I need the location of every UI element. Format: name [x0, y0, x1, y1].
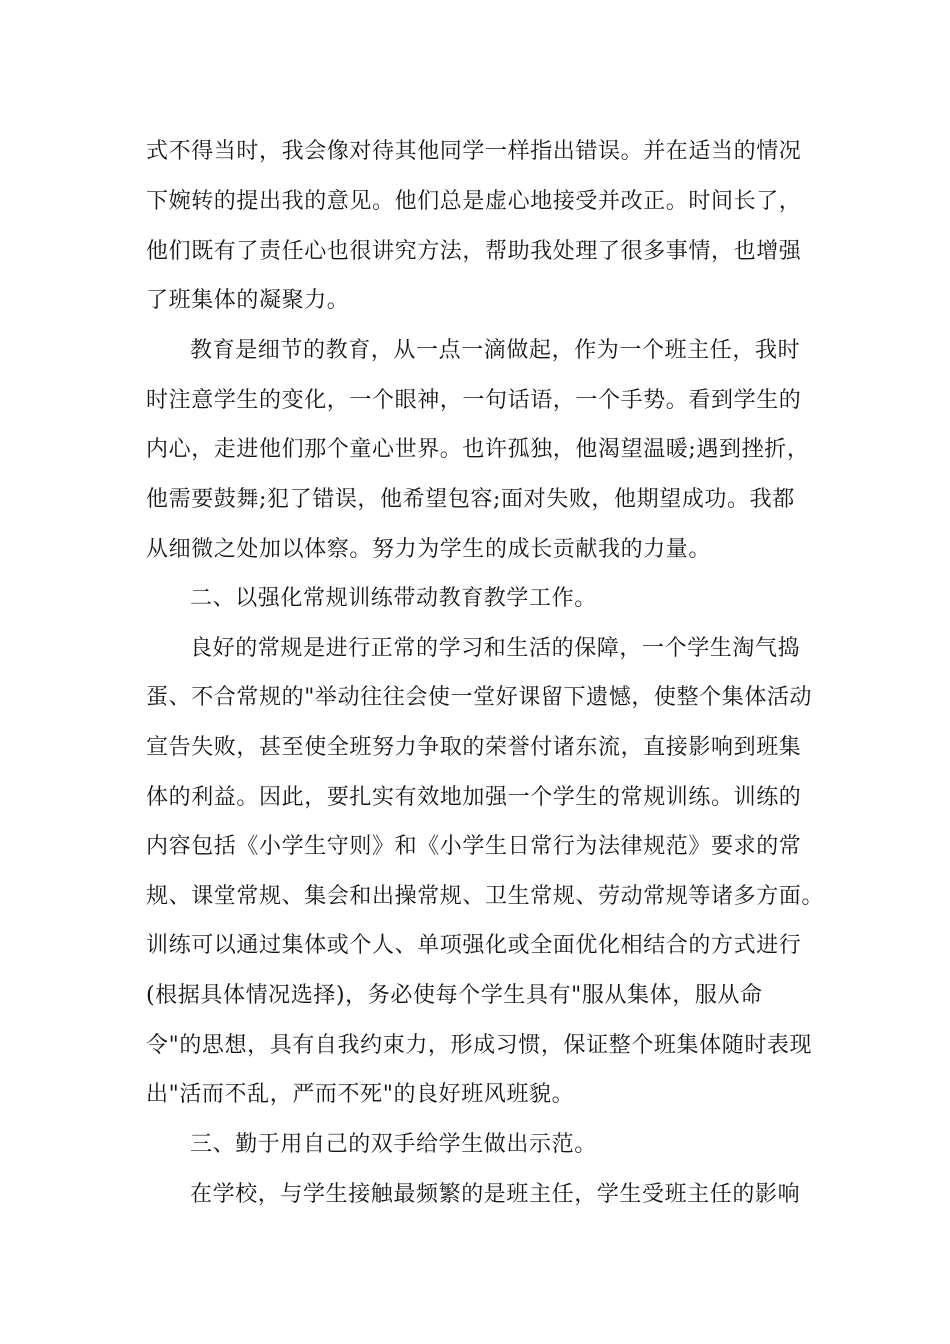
text-line: 他需要鼓舞;犯了错误，他希望包容;面对失败，他期望成功。我都 [146, 487, 795, 512]
text-line: 规、课堂常规、集会和出操常规、卫生常规、劳动常规等诸多方面。 [146, 884, 825, 909]
text-line: 他们既有了责任心也很讲究方法，帮助我处理了很多事情，也增强 [146, 239, 802, 264]
text-line: 宣告失败，甚至使全班努力争取的荣誉付诸东流，直接影响到班集 [146, 735, 802, 760]
text-line: 式不得当时，我会像对待其他同学一样指出错误。并在适当的情况 [146, 139, 802, 164]
text-line: 出"活而不乱，严而不死"的良好班风班貌。 [146, 1082, 575, 1107]
text-line: 体的利益。因此，要扎实有效地加强一个学生的常规训练。训练的 [146, 785, 802, 810]
text-line: 时注意学生的变化，一个眼神，一句话语，一个手势。看到学生的 [146, 388, 802, 413]
section-heading: 二、以强化常规训练带动教育教学工作。 [190, 586, 597, 611]
paragraph-first-line: 良好的常规是进行正常的学习和生活的保障，一个学生淘气捣 [190, 636, 801, 661]
paragraph-first-line: 教育是细节的教育，从一点一滴做起，作为一个班主任，我时 [190, 338, 801, 363]
text-line: 从细微之处加以体察。努力为学生的成长贡献我的力量。 [146, 537, 712, 562]
text-line: 了班集体的凝聚力。 [146, 288, 350, 313]
text-line: 下婉转的提出我的意见。他们总是虚心地接受并改正。时间长了， [146, 189, 802, 214]
text-line: 令"的思想，具有自我约束力，形成习惯，保证整个班集体随时表现 [146, 1033, 813, 1058]
text-line: 训练可以通过集体或个人、单项强化或全面优化相结合的方式进行 [146, 933, 802, 958]
text-line: 内心，走进他们那个童心世界。也许孤独，他渴望温暖;遇到挫折， [146, 437, 810, 462]
text-line: 蛋、不合常规的"举动往往会使一堂好课留下遗憾，使整个集体活动 [146, 685, 813, 710]
paragraph-first-line: 在学校，与学生接触最频繁的是班主任，学生受班主任的影响 [190, 1182, 801, 1207]
text-line: (根据具体情况选择)，务必使每个学生具有"服从集体，服从命 [146, 983, 763, 1008]
text-line: 内容包括《小学生守则》和《小学生日常行为法律规范》要求的常 [146, 834, 802, 859]
section-heading: 三、勤于用自己的双手给学生做出示范。 [190, 1132, 597, 1157]
